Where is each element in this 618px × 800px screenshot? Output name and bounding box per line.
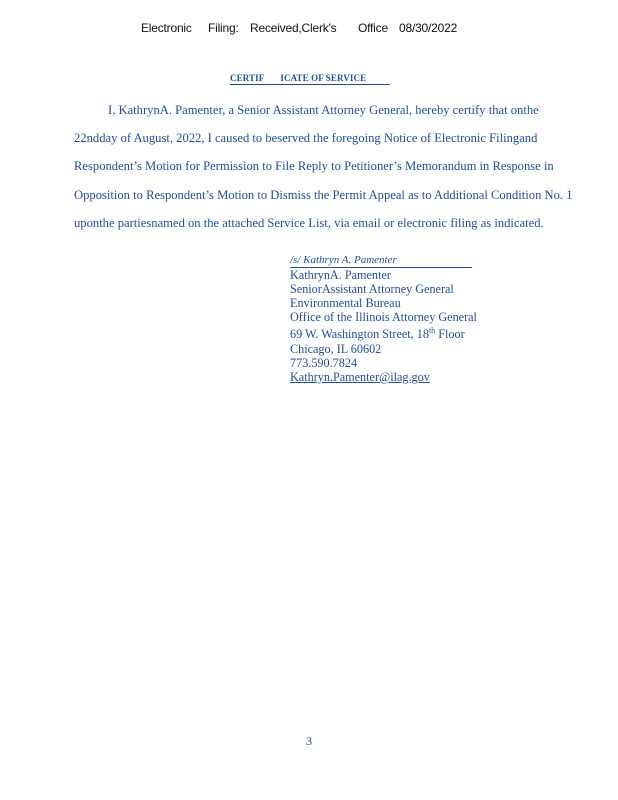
signer-address [290, 324, 530, 341]
address-floor: Floor [435, 327, 465, 342]
address-street: 69 W. Washington Street, 18 [290, 327, 429, 342]
certificate-body [74, 96, 614, 237]
address-ordinal: th [428, 326, 436, 336]
signer-title: SeniorAssistant Attorney General [290, 282, 454, 297]
page-number: 3 [306, 734, 312, 748]
filing-stamp-received: Received,Clerk's [250, 21, 337, 35]
certificate-line-4: Opposition to Respondent’s Motion to Dismiss the Permit Appeal as to Additional Condition No. 1 [74, 187, 573, 202]
filing-stamp-date: 08/30/2022 [399, 21, 458, 35]
filing-stamp-filing: Filing: [208, 21, 239, 35]
certificate-line-1: I, KathrynA. Pamenter, a Senior Assistant Attorney General, hereby certify that onthe [108, 103, 539, 117]
signer-name: KathrynA. Pamenter [290, 268, 391, 283]
filing-stamp-electronic: Electronic [141, 21, 192, 35]
electronic-signature: /s/ Kathryn A. Pamenter [290, 253, 472, 268]
certificate-line-2: 22ndday of August, 2022, I caused to beserved the foregoing Notice of Electronic Filingand [74, 131, 538, 146]
signer-email-link[interactable]: Kathryn.Pamenter@ilag.gov [290, 369, 430, 384]
signer-office: Office of the Illinois Attorney General [290, 310, 477, 325]
filing-stamp-office: Office [358, 21, 388, 35]
signer-phone: 773.590.7824 [290, 355, 358, 370]
certificate-line-3: Respondent’s Motion for Permission to File Reply to Petitioner’s Memorandum in Response in [74, 159, 554, 174]
filing-stamp-header [0, 19, 618, 37]
signer-bureau: Environmental Bureau [290, 296, 401, 311]
signer-city: Chicago, IL 60602 [290, 341, 382, 356]
certificate-line-5: uponthe partiesnamed on the attached Service List, via email or electronic filing as indicated. [74, 215, 544, 230]
certificate-title: CERTIF ICATE OF SERVICE [230, 73, 390, 85]
signature-block [290, 252, 530, 384]
